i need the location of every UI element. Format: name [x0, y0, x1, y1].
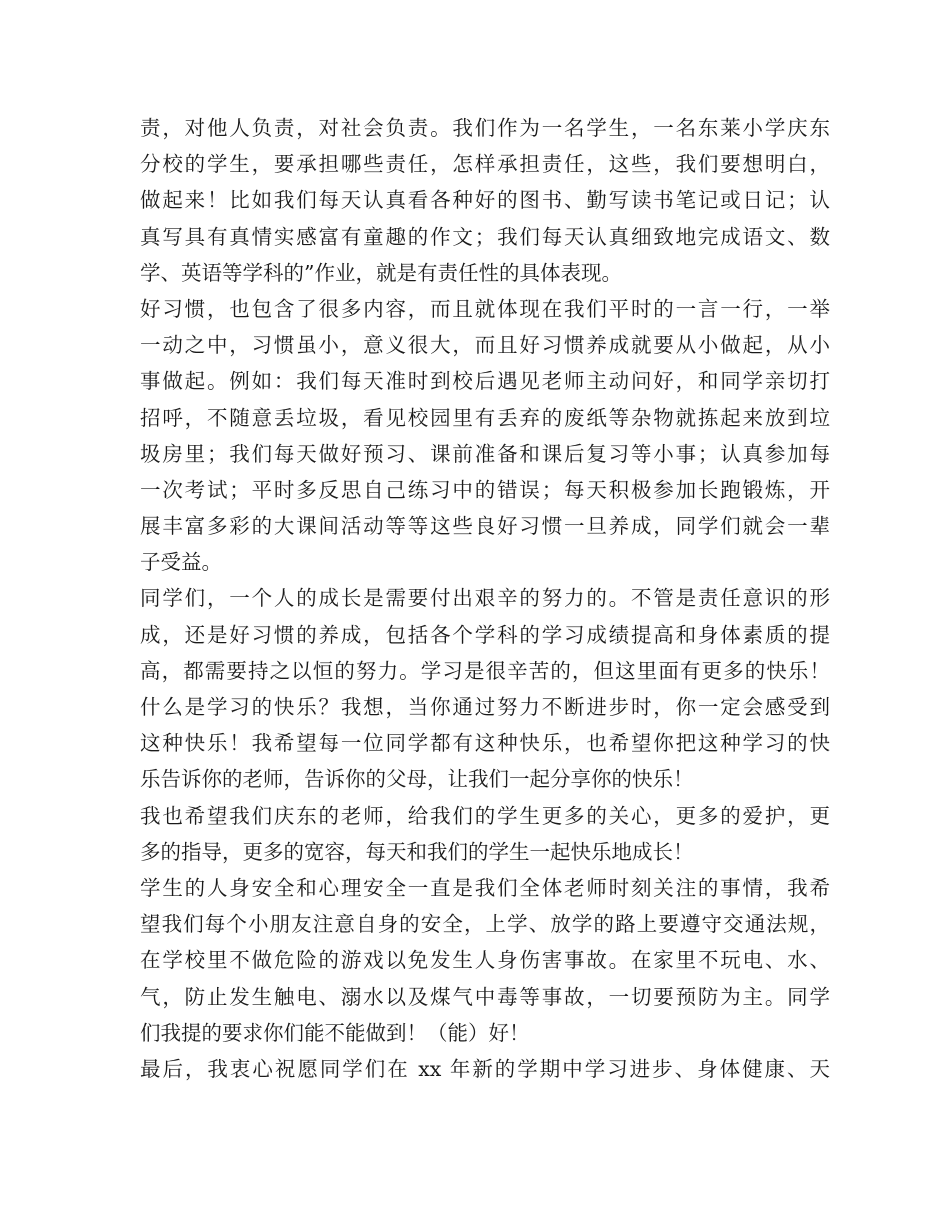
text-line: 在学校里不做危险的游戏以免发生人身伤害事故。在家里不玩电、水、: [140, 948, 830, 973]
text-line: 我也希望我们庆东的老师，给我们的学生更多的关心，更多的爱护，更: [140, 803, 830, 828]
text-line: 子受益。: [140, 550, 222, 575]
text-line: 真写具有真情实感富有童趣的作文；我们每天认真细致地完成语文、数: [140, 224, 830, 249]
text-line: 招呼，不随意丢垃圾，看见校园里有丢弃的废纸等杂物就拣起来放到垃: [140, 405, 830, 430]
text-line: 们我提的要求你们能不能做到！（能）好！: [140, 1020, 530, 1045]
text-line: 这种快乐！我希望每一位同学都有这种快乐，也希望你把这种学习的快: [140, 731, 830, 756]
text-line: 事做起。例如：我们每天准时到校后遇见老师主动问好，和同学亲切打: [140, 369, 830, 394]
text-line: 分校的学生，要承担哪些责任，怎样承担责任，这些，我们要想明白，: [140, 152, 830, 177]
document-body: [140, 110, 830, 1087]
text-line: 乐告诉你的老师，告诉你的父母，让我们一起分享你的快乐！: [140, 767, 694, 792]
text-line: 什么是学习的快乐？我想，当你通过努力不断进步时，你一定会感受到: [140, 695, 830, 719]
text-line: 好习惯，也包含了很多内容，而且就体现在我们平时的一言一行，一举: [140, 296, 830, 321]
text-line: 多的指导，更多的宽容，每天和我们的学生一起快乐地成长！: [140, 839, 694, 864]
text-line: 同学们，一个人的成长是需要付出艰辛的努力的。不管是责任意识的形: [140, 586, 830, 611]
text-line: 成，还是好习惯的养成，包括各个学科的学习成绩提高和身体素质的提: [140, 622, 830, 647]
text-line: 一动之中，习惯虽小，意义很大，而且好习惯养成就要从小做起，从小: [140, 333, 830, 358]
text-line: 学、英语等学科的”作业，就是有责任性的具体表现。: [140, 260, 622, 285]
text-line: 气，防止发生触电、溺水以及煤气中毒等事故，一切要预防为主。同学: [140, 984, 830, 1009]
text-line: 高，都需要持之以恒的努力。学习是很辛苦的，但这里面有更多的快乐！: [140, 658, 830, 683]
text-line: 圾房里；我们每天做好预习、课前准备和课后复习等小事；认真参加每: [140, 441, 830, 466]
text-line: 一次考试；平时多反思自己练习中的错误；每天积极参加长跑锻炼，开: [140, 477, 830, 502]
text-line: 学生的人身安全和心理安全一直是我们全体老师时刻关注的事情，我希: [140, 875, 830, 900]
text-line: 做起来！比如我们每天认真看各种好的图书、勤写读书笔记或日记；认: [140, 188, 830, 213]
text-line: 展丰富多彩的大课间活动等等这些良好习惯一旦养成，同学们就会一辈: [140, 514, 830, 539]
text-line: 望我们每个小朋友注意自身的安全，上学、放学的路上要遵守交通法规，: [140, 912, 830, 937]
text-line: 最后，我衷心祝愿同学们在 xx 年新的学期中学习进步、身体健康、天: [140, 1056, 830, 1081]
text-line: 责，对他人负责，对社会负责。我们作为一名学生，一名东莱小学庆东: [140, 116, 830, 140]
